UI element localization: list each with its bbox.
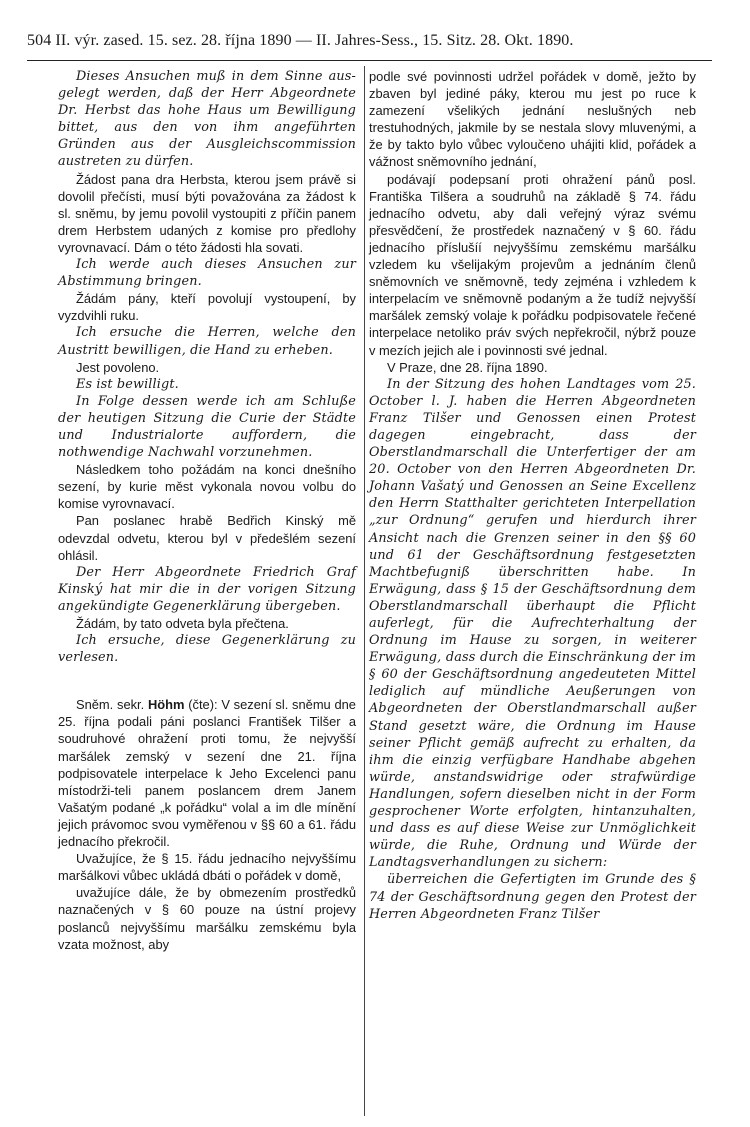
left-column-paragraph: Jest povoleno. [76,359,160,375]
left-column-paragraph: Es ist bewilligt. [76,376,179,392]
header-rule [27,60,712,61]
left-column-paragraph: Der Herr Abgeordnete Friedrich Graf Kinský hat mir die in der vorigen Sitzung angekündigte Gegenerklärung übergeben. [58,564,356,614]
left-column-paragraph: Žádám, by tato odveta byla přečtena. [76,616,289,631]
column-divider [364,66,365,1116]
right-column-paragraph: podle své povinnosti udržel pořádek v domě, ježto by zbaven byl jediné páky, kterou mu jest po ruce k zamezení všelikých jednání neslušných neb trestuhodných, jakmile by se nestala slovy mluvenými, a že by takto bylo vůbec vyloučeno uhájiti klid, pořádek a vážnost sněmovního jednání, [369,69,696,170]
left-column [58,68,356,953]
left-column-paragraph: In Folge dessen werde ich am Schluße der heutigen Sitzung die Curie der Städte und Industrialorte auffordern, die nothwendige Nachwahl vorzunehmen. [58,393,356,461]
left-column-paragraph: Ich ersuche die Herren, welche den Austritt bewilligen, die Hand zu erheben. [58,325,356,358]
left-column-paragraph: Žádost pana dra Herbsta, kterou jsem právě si dovolil přečísti, musí býti považována za žádost k sl. sněmu, by jemu povolil vystoupiti z příčin panem drem Herbstem udaných z komise pro předlohy vyrovnavací. Dám o této žádosti hla sovati. [58,171,356,255]
right-column-paragraph: podávají podepsaní proti ohražení pánů posl. Františka Tilšera a soudruhů na základě § 74. řádu jednacího odvetu, aby dali veřejný výraz svému přesvědčení, že prostředek naznačený v § 60. řádu jednacího příslušíí nejvyššímu zemskému maršálku vzledem ku všelijakým projevům a jednáním členů sněmovních ve sněmovně, tedy zejména i vzhledem k interpelacím ve sněmovně podaným a že tudíž nejvyšší maršálek zemský volaje k pořádku podpisovatele řečené interpelace netoliko práv svých nepřekročil, nýbrž pouze v mezích jejich ale i povinnosti své jednal. [369,171,696,358]
right-column-paragraph: In der Sitzung des hohen Landtages vom 25. October l. J. haben die Herren Abgeordneten Franz Tilšer und Genossen einen Protest dagegen eingebracht, dass der Oberstlandmarschall die Unterfertiger der am 20. October von den Herren Abgeordneten Dr. Johann Vašatý und Genossen an Seine Excellenz den Herrn Statthalter gerichteten Interpellation „zur Ordnung“ gerufen und hierdurch ihrer Ansicht nach die Grenzen seiner in den §§ 60 und 61 der Geschäftsordnung festgesetzten Machtbefugniß überschritten habe. In Erwägung, dass § 15 der Geschäftsordnung dem Oberstlandmarschall überhaupt die Pflicht auferlegt, für die Aufrechterhaltung der Ordnung im Hause zu sorgen, in weiterer Erwägung, dass durch die Einschränkung der im § 60 der Geschäftsordnung angedeuteten Mittel lediglich auf mündliche Aeußerungen von Abgeordneten der Oberstlandmarschall außer Stand gesetzt wäre, die Ordnung im Hause seiner Pflicht gemäß aufrecht zu erhalten, da ihm die einzig verfügbare Handhabe abgehen würde, anstandswidrige oder strafwürdige Handlungen, sofern dieselben nicht in der Form gesprochener Worte erfolgten, hintanzuhalten, und dass es auf diese Weise zur Unmöglichkeit würde, die Ruhe, Ordnung und Würde der Landtagsverhandlungen zu sichern: [369,376,696,871]
left-column-paragraph: Následkem toho požádám na konci dnešního sezení, by kurie měst vykonala novou volbu do komise vyrovnavací. [58,462,356,512]
right-column [369,68,696,923]
left-column-paragraph: Žádám pány, kteří povolují vystoupení, by vyzdvihli ruku. [58,291,356,324]
left-column-paragraph: Uvažujíce, že § 15. řádu jednacího nejvyššímu maršálkovi vůbec ukládá dbáti o pořádek v domě, [58,851,356,884]
paragraph-text: (čte): V sezení sl. sněmu dne 25. října podali páni poslanci František Tilšer a soudruhové ohražení proti tomu, že nejvyšší maršálek zemský v sezení dne 21. října podpisovatele interpelace k Jeho Excelenci panu místodrži-teli panem poslancem drem Janem Vašatým podané „k pořádku“ volal a im dle mínění jejich právomoc svou vyměřenou v §§ 60 a 61. řádu jednacího překročil. [58,697,356,850]
left-column-paragraph: Dieses Ansuchen muß in dem Sinne aus-gelegt werden, daß der Herr Abgeordnete Dr. Herbst das hohe Haus um Bewilligung bittet, aus den von ihm angeführten Gründen aus der Ausgleichscommission austreten zu dürfen. [58,69,356,170]
left-column-paragraph: Pan poslanec hrabě Bedřich Kinský mě odevzdal odvetu, kterou byl v předešlém sezení ohlásil. [58,513,356,563]
left-column-paragraph: Ich werde auch dieses Ansuchen zur Abstimmung bringen. [58,257,356,290]
page-header: 504 II. výr. zased. 15. sez. 28. října 1890 — II. Jahres-Sess., 15. Sitz. 28. Okt. 1890. [27,32,574,49]
left-column-paragraph [58,696,356,850]
right-column-paragraph: überreichen die Gefertigten im Grunde des § 74 der Geschäftsordnung gegen den Protest der Herren Abgeordneten Franz Tilšer [369,872,696,922]
right-column-paragraph: V Praze, dne 28. října 1890. [387,359,548,375]
left-column-paragraph: Ich ersuche, diese Gegenerklärung zu verlesen. [58,633,356,666]
speaker-prefix: Sněm. sekr. [76,697,148,713]
speaker-name: Höhm [147,697,185,713]
left-column-paragraph: uvažujíce dále, že by obmezením prostředků naznačených v § 60 pouze na ústní projevy poslanců nejvyššímu maršálku zemskému byla vzata možnost, aby [58,885,356,952]
